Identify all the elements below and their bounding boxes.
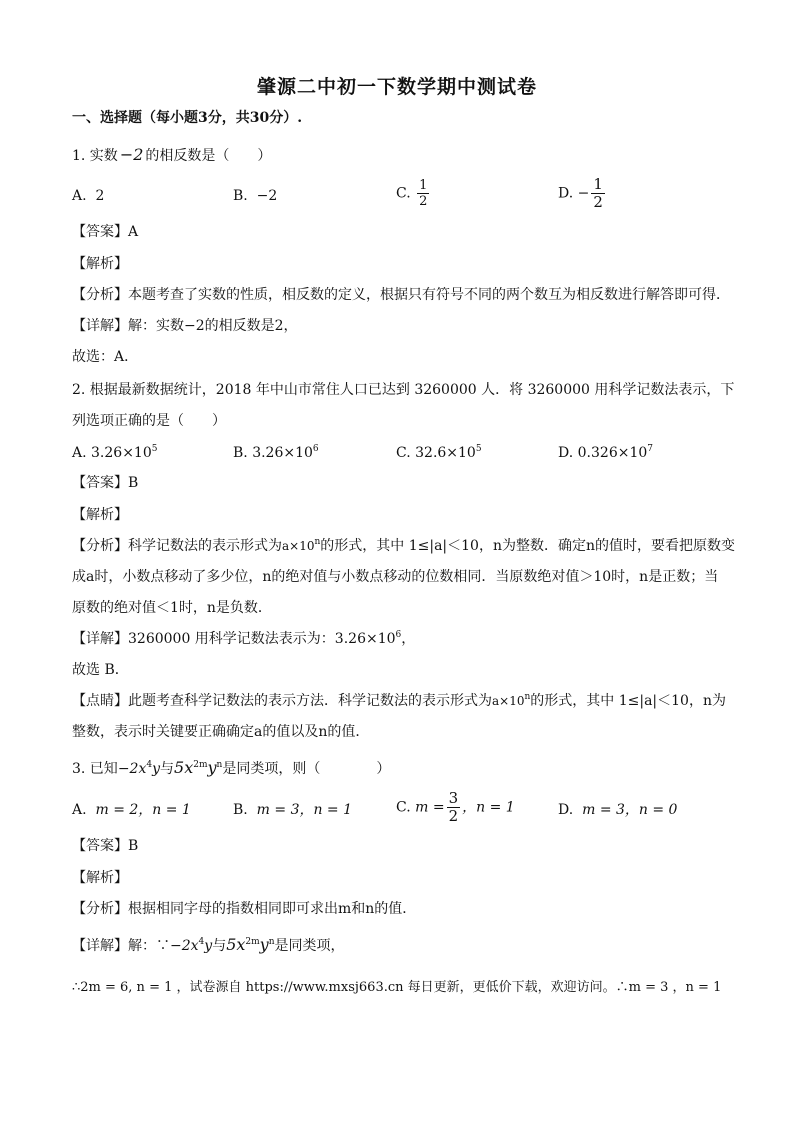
q2-option-c	[396, 443, 482, 463]
option-label: B.	[233, 188, 248, 204]
option-label: C.	[396, 445, 411, 461]
q3-detail	[72, 935, 345, 956]
option-label: C.	[396, 799, 411, 816]
text: 3. 已知	[72, 761, 118, 777]
q3-option-a	[72, 800, 191, 820]
option-label: D.	[558, 802, 574, 818]
exponent: 4	[198, 937, 205, 947]
q2-stem-line1: 2. 根据最新数据统计，2018 年中山市常住人口已达到 3260000 人．将 3260000 用科学记数法表示，下	[72, 382, 735, 398]
fraction	[447, 790, 461, 825]
exponent: n	[314, 537, 321, 547]
option-base: 3.26×10	[91, 445, 152, 461]
text: 与	[160, 761, 175, 777]
exponent: n	[216, 760, 223, 770]
q2-option-a	[72, 443, 157, 463]
fraction-denominator: 2	[419, 194, 428, 209]
option-value: m = 2，n = 1	[95, 802, 191, 818]
q3-option-b	[233, 800, 352, 820]
option-label: A.	[72, 445, 87, 461]
option-value: m =	[415, 799, 445, 816]
option-label: A.	[72, 802, 87, 818]
option-exponent: 7	[647, 444, 653, 454]
q1-analysis: 【分析】本题考查了实数的性质，相反数的定义，根据只有符号不同的两个数互为相反数进行解答即可得．	[72, 287, 730, 303]
exponent: n	[268, 937, 275, 947]
math-term: 5x	[174, 758, 194, 777]
q1-stem-number: −2	[119, 145, 144, 164]
q1-stem-pre: 1. 实数	[72, 148, 118, 164]
fraction-numerator: 1	[419, 178, 428, 193]
q2-note-line1	[72, 691, 726, 711]
option-label: D.	[558, 185, 574, 202]
q2-analysis-line3: 原数的绝对值＜1时，n是负数．	[72, 600, 272, 616]
question-1-stem	[72, 145, 271, 166]
exponent: 2m	[245, 937, 260, 947]
text: ，	[401, 631, 416, 647]
option-exponent: 6	[312, 444, 319, 454]
fraction-numerator: 1	[593, 175, 603, 193]
option-label: A.	[72, 188, 87, 204]
exponent: n	[524, 692, 531, 702]
fraction	[417, 178, 429, 209]
math-term: y	[204, 938, 213, 954]
q2-note-line2: 整数，表示时关键要正确确定a的值以及n的值．	[72, 724, 370, 740]
option-label: B.	[233, 802, 248, 818]
option-value: ，n = 1	[462, 799, 515, 816]
section-heading: 一、选择题（每小题3分，共30分）.	[72, 110, 303, 126]
q3-option-c	[396, 790, 515, 825]
q2-analysis-line2: 成a时，小数点移动了多少位，n的绝对值与小数点移动的位数相同．当原数绝对值＞10时，n是正数；当	[72, 569, 719, 585]
q1-option-d	[558, 176, 607, 211]
option-base: 32.6×10	[415, 445, 476, 461]
option-value: 2	[95, 188, 105, 204]
q1-option-a	[72, 186, 104, 206]
fraction-numerator: 3	[448, 789, 459, 807]
option-value: m = 3，n = 1	[256, 802, 353, 818]
q2-analysis-head: 【解析】	[72, 507, 128, 523]
option-label: B.	[233, 445, 248, 461]
q1-stem-post: 的相反数是（ ）	[145, 148, 272, 164]
q2-detail	[72, 629, 415, 649]
option-base: 0.326×10	[577, 445, 648, 461]
math-term: −2x	[170, 938, 199, 954]
q3-option-d	[558, 800, 677, 820]
option-exponent: 5	[475, 444, 482, 454]
text: 【点睛】此题考查科学记数法的表示方法．科学记数法的表示形式为	[72, 693, 492, 709]
exponent: 6	[395, 630, 402, 640]
text: 的形式，其中 1≤|a|＜10，n为整数．确定n的值时，要看把原数变	[320, 538, 735, 554]
text: a×10	[282, 539, 315, 553]
text: 的形式，其中 1≤|a|＜10，n为	[530, 693, 726, 709]
math-term: −2x	[117, 761, 147, 777]
exponent: 4	[146, 760, 153, 770]
q3-analysis-head: 【解析】	[72, 870, 128, 886]
fraction-denominator: 2	[448, 807, 459, 825]
q2-answer: 【答案】B	[72, 475, 139, 491]
q1-choose: 故选：A．	[72, 349, 139, 365]
q1-analysis-head: 【解析】	[72, 256, 128, 272]
q1-option-b	[233, 186, 277, 206]
fraction-denominator: 2	[593, 193, 603, 211]
text: 是同类项，	[274, 938, 345, 954]
math-term: y	[207, 758, 217, 777]
option-value: m = 3，n = 0	[582, 802, 678, 818]
q3-analysis: 【分析】根据相同字母的指数相同即可求出m和n的值．	[72, 901, 417, 917]
option-label: D.	[558, 445, 574, 461]
option-base: 3.26×10	[252, 445, 313, 461]
q2-choose: 故选 B．	[72, 662, 129, 678]
text: 与	[212, 938, 227, 954]
q3-answer: 【答案】B	[72, 838, 139, 854]
q3-last-line: ∴2m = 6, n = 1 ，试卷源自 https://www.mxsj663.cn 每日更新，更低价下载，欢迎访问。∴m = 3 ，n = 1	[72, 980, 722, 995]
text: 【详解】解：∵	[72, 938, 170, 954]
option-exponent: 5	[151, 444, 158, 454]
minus-sign: −	[577, 185, 590, 202]
math-term: 5x	[226, 935, 246, 954]
math-term: y	[152, 761, 161, 777]
text: 是同类项，则（ ）	[222, 761, 391, 777]
q1-detail: 【详解】解：实数−2的相反数是2，	[72, 318, 298, 334]
math-term: y	[259, 935, 269, 954]
text: 【分析】科学记数法的表示形式为	[72, 538, 282, 554]
option-label: C.	[396, 185, 411, 202]
q2-option-d	[558, 443, 653, 463]
q2-analysis-line1	[72, 536, 735, 556]
text: a×10	[492, 694, 525, 708]
option-value: −2	[256, 188, 278, 204]
q2-stem-line2: 列选项正确的是（ ）	[72, 413, 226, 429]
text: 【详解】3260000 用科学记数法表示为：3.26×10	[72, 631, 396, 647]
q2-option-b	[233, 443, 319, 463]
exponent: 2m	[193, 760, 208, 770]
page-title: 肇源二中初一下数学期中测试卷	[256, 76, 537, 98]
q1-option-c	[396, 178, 431, 209]
q1-answer: 【答案】A	[72, 224, 139, 240]
q3-stem	[72, 758, 390, 779]
fraction	[591, 176, 605, 211]
